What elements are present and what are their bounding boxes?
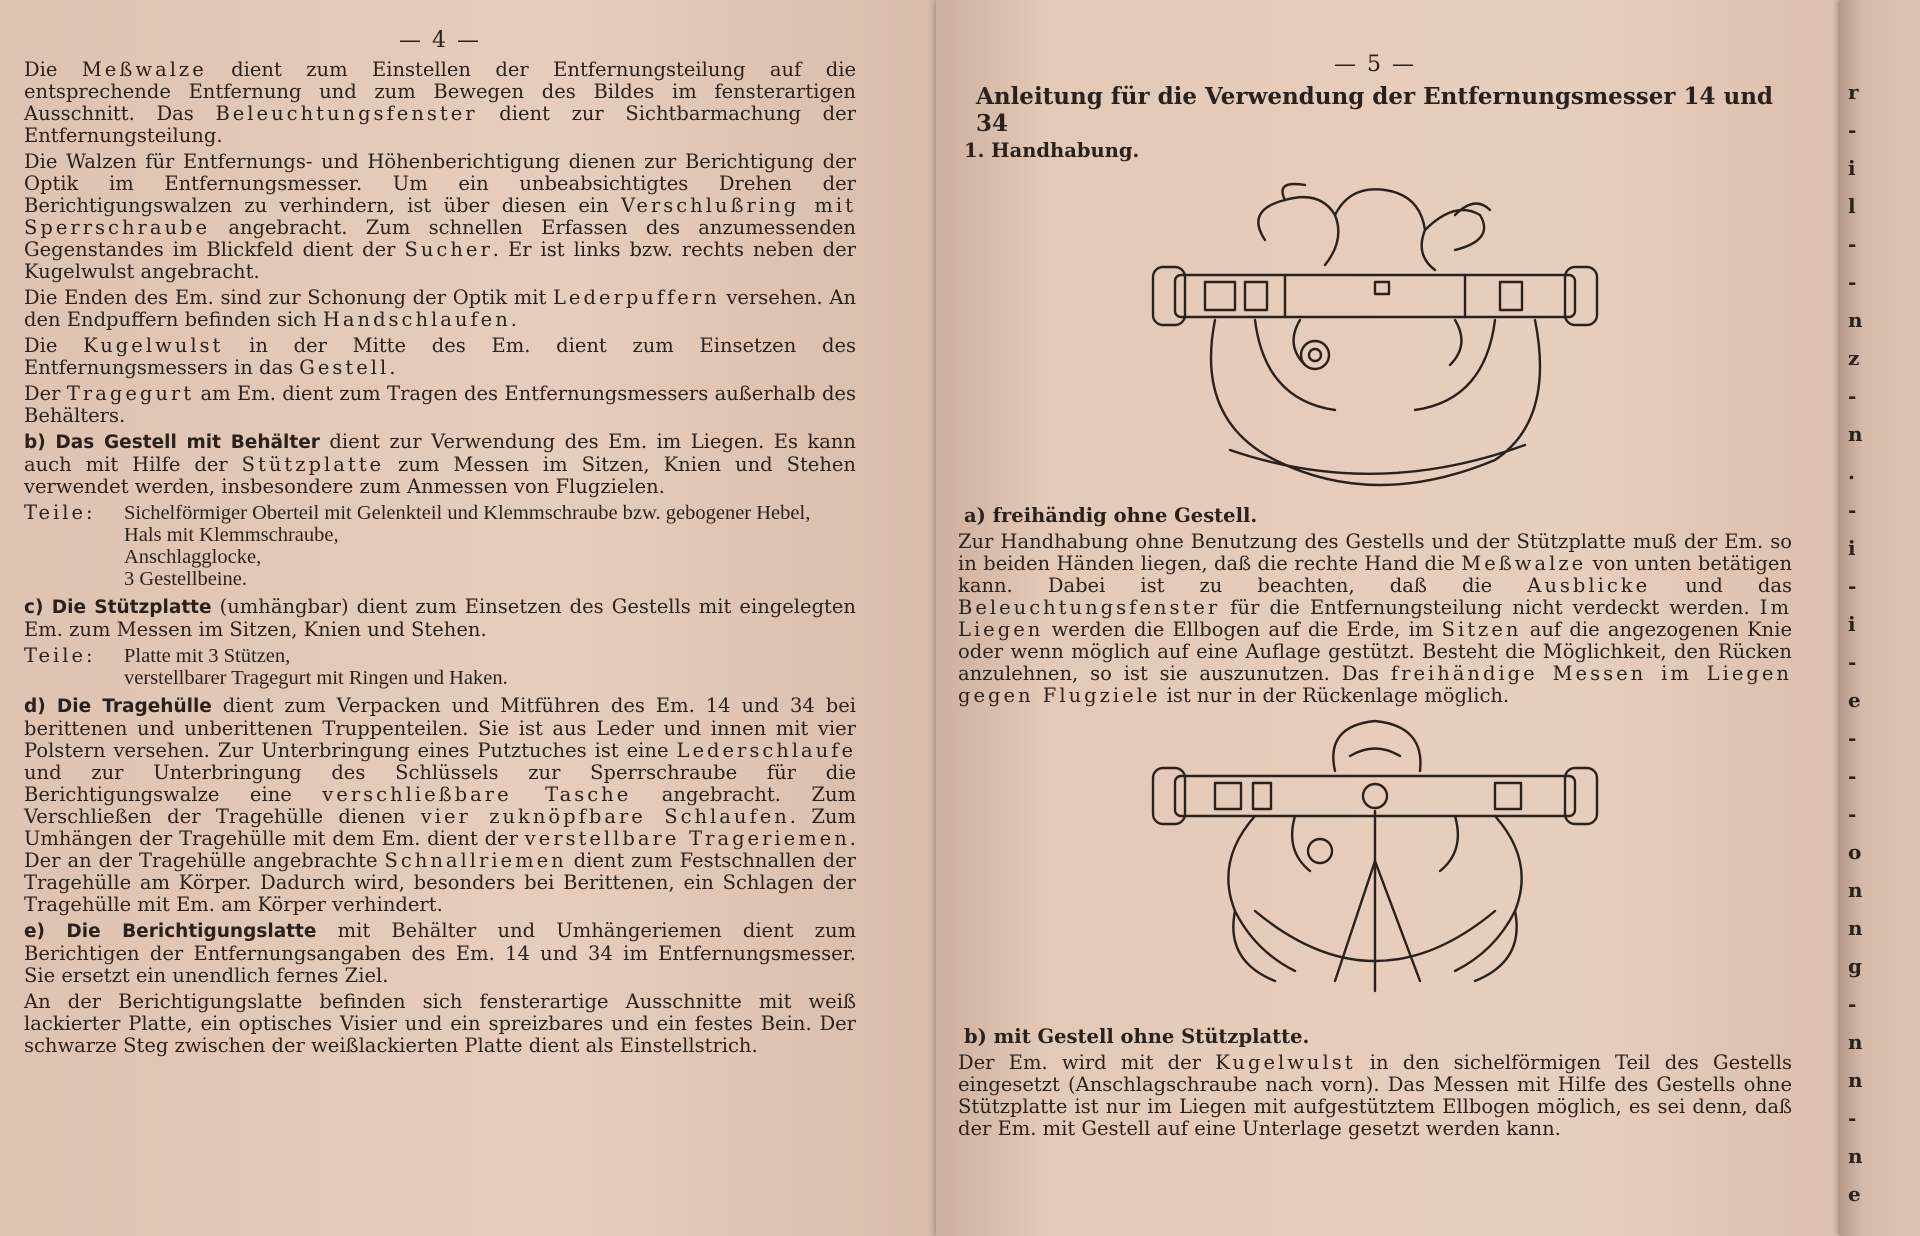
text-run: Zur Handhabung ohne Benutzung des Gestells und der Stützplatte muß der Em. so in beiden Händen liegen, daß die rechte Hand die <box>958 530 1792 575</box>
parts-values <box>124 502 810 590</box>
illustration-with-tripod <box>1135 711 1615 1021</box>
parts-item: 3 Gestellbeine. <box>124 568 247 590</box>
text-run: . Er ist links bzw. rechts neben der Kugelwulst angebracht. <box>24 238 856 283</box>
text-run: An der Berichtigungslatte befinden sich fensterartige Ausschnitte mit weiß lackierter Platte, ein optisches Visier und ein spreizbares und ein festes Bein. Der schwarze Steg zwischen der weißlackierten Platte dient als Einstellstrich. <box>24 990 856 1057</box>
text-run: Der <box>24 382 67 405</box>
bold-lead-text: d) Die Tragehülle <box>24 696 212 717</box>
edge-glyph: l <box>1848 194 1856 218</box>
text-run: versehen. An den Endpuffern befinden sich <box>24 286 856 331</box>
spaced-emphasis-text: verstellbare Trageriemen <box>524 827 850 850</box>
paragraph <box>24 991 856 1057</box>
text-run: Der Em. wird mit der <box>958 1051 1216 1074</box>
parts-list-c <box>24 645 856 689</box>
edge-glyph: z <box>1848 346 1860 370</box>
edge-glyph: n <box>1848 308 1863 332</box>
bold-lead-text: e) Die Berichtigungslatte <box>24 921 317 942</box>
next-page-edge <box>1840 0 1920 1236</box>
text-run: werden die Ellbogen auf die Erde, im <box>1043 618 1442 641</box>
text-run: Die <box>24 58 82 81</box>
edge-glyph: - <box>1848 650 1857 674</box>
spaced-emphasis-text: verschließbare Tasche <box>322 783 632 806</box>
text-run: dient zum Einstellen der Entfernungsteilung auf die entsprechende Entfernung und zum Bewegen des Bildes im fensterartigen Ausschnitt. Das <box>24 58 857 125</box>
bold-lead-text: b) Das Gestell mit Behälter <box>24 432 320 453</box>
spaced-emphasis-text: Handschlaufen <box>322 308 511 331</box>
spaced-emphasis-text: Ausblicke <box>1527 574 1651 597</box>
text-run: dient zum Festschnallen der Tragehülle am Körper. Dadurch wird, besonders bei Berittenen, ein Schlagen der Tragehülle mit Em. am Körper verhindert. <box>24 849 856 916</box>
text-run: auf die angezogenen Knie oder wenn möglich auf eine Auflage gestützt. Besteht die Möglichkeit, den Rücken anzulehnen, so ist sie auszunutzen. Das <box>958 618 1792 685</box>
instruction-paragraph <box>958 1052 1792 1140</box>
edge-glyph: i <box>1848 612 1856 636</box>
right-page <box>936 0 1840 1236</box>
spaced-emphasis-text: Sitzen <box>1441 618 1522 641</box>
edge-glyph: r <box>1848 80 1859 104</box>
parts-label: Teile: <box>24 644 96 667</box>
paragraph <box>24 383 856 427</box>
text-run: dient zur Verwendung des Em. im Liegen. Es kann auch mit Hilfe der <box>24 430 856 476</box>
edge-glyph: - <box>1848 232 1857 256</box>
text-run: mit Behälter und Umhängeriemen dient zum Berichtigen der Entfernungsangaben des Em. 14 und 34 im Entfernungsmesser. Sie ersetzt ein unendlich fernes Ziel. <box>24 919 856 987</box>
edge-glyph: - <box>1848 992 1857 1016</box>
parts-values <box>124 645 508 689</box>
parts-list-b <box>24 502 856 590</box>
body-text <box>24 59 856 498</box>
edge-glyph: i <box>1848 156 1856 180</box>
paragraph <box>24 596 856 641</box>
caption-with-tripod: b) mit Gestell ohne Stützplatte. <box>964 1025 1310 1048</box>
text-run: . Der an der Tragehülle angebrachte <box>24 827 856 872</box>
edge-glyph: o <box>1848 840 1862 864</box>
spaced-emphasis-text: Kugelwulst <box>1215 1051 1356 1074</box>
spaced-emphasis-text: Lederschlaufe <box>676 739 856 762</box>
text-run: dient zum Verpacken und Mitführen des Em. 14 und 34 bei berittenen und unberittenen Truppenteilen. Sie ist aus Leder und innen mit vier Polstern versehen. Zur Unterbringung eines Putztuches ist eine <box>24 694 856 762</box>
text-run: angebracht. Zum schnellen Erfassen des anzumessenden Gegenstandes im Blickfeld dient der <box>24 216 856 261</box>
caption-freehand: a) freihändig ohne Gestell. <box>964 504 1258 527</box>
text-run: für die Entfernungsteilung nicht verdeckt werden. <box>1220 596 1760 619</box>
parts-item: Platte mit 3 Stützen, <box>124 645 291 667</box>
text-run: dient zur Sichtbarmachung der Entfernungsteilung. <box>24 102 856 147</box>
text-run: Die Walzen für Entfernungs- und Höhenberichtigung dienen zur Berichtigung der Optik im Entfernungsmesser. Um ein unbeabsichtigtes Drehen der Berichtigungswalzen zu verhindern, ist über diesen ein <box>24 150 856 217</box>
spaced-emphasis-text: Gestell <box>299 356 390 379</box>
paragraph <box>24 151 856 283</box>
spaced-emphasis-text: Kugelwulst <box>83 334 224 357</box>
body-text <box>24 596 856 641</box>
edge-glyph: n <box>1848 1030 1863 1054</box>
text-run: angebracht. Zum Verschließen der Tragehülle dienen <box>24 783 856 828</box>
spaced-emphasis-text: freihändige Messen im Liegen gegen Flugziele <box>958 662 1792 707</box>
text-run: ist nur in der Rückenlage möglich. <box>1160 684 1510 707</box>
parts-item: verstellbarer Tragegurt mit Ringen und Haken. <box>124 667 508 689</box>
paragraph <box>24 431 856 498</box>
spaced-emphasis-text: Lederpuffern <box>552 286 720 309</box>
edge-glyph: n <box>1848 1144 1863 1168</box>
edge-glyph: g <box>1848 954 1862 978</box>
text-run: zum Messen im Sitzen, Knien und Stehen verwendet werden, insbesondere zum Anmessen von Flugzielen. <box>24 453 856 498</box>
text-run: von unten betätigen kann. Dabei ist zu beachten, daß die <box>958 552 1792 597</box>
text-run: und das <box>1650 574 1792 597</box>
edge-glyph: n <box>1848 1068 1863 1092</box>
section-heading: 1. Handhabung. <box>964 139 1140 162</box>
instruction-paragraph <box>958 531 1792 707</box>
edge-glyph: - <box>1848 384 1857 408</box>
edge-glyph: - <box>1848 574 1857 598</box>
spaced-emphasis-text: Schnallriemen <box>384 849 567 872</box>
text-run: . <box>510 308 517 331</box>
edge-glyph: n <box>1848 422 1863 446</box>
edge-glyph: n <box>1848 916 1863 940</box>
parts-label: Teile: <box>24 501 96 524</box>
text-run: in den sichelförmigen Teil des Gestells eingesetzt (Anschlagschraube nach vorn). Das Messen mit Hilfe des Gestells ohne Stützplatte ist nur im Liegen mit aufgestütztem Ellbogen möglich, es sei denn, daß der Em. mit Gestell auf eine Unterlage gesetzt werden kann. <box>958 1051 1792 1140</box>
page-title: Anleitung für die Verwendung der Entfernungsmesser 14 und 34 <box>976 83 1774 137</box>
spaced-emphasis-text: Verschlußring mit Sperrschraube <box>24 194 856 239</box>
paragraph <box>24 695 856 916</box>
page-number: — 4 — <box>399 28 481 53</box>
edge-glyph: - <box>1848 270 1857 294</box>
spaced-emphasis-text: Meßwalze <box>81 58 207 81</box>
spaced-emphasis-text: Tragegurt <box>66 382 195 405</box>
spaced-emphasis-text: Stützplatte <box>241 453 385 476</box>
spaced-emphasis-text: Beleuchtungsfenster <box>215 102 478 125</box>
parts-item: Hals mit Klemmschraube, <box>124 524 339 546</box>
spaced-emphasis-text: Meßwalze <box>1461 552 1587 575</box>
illustration-freehand <box>1135 170 1615 500</box>
paragraph <box>24 59 856 147</box>
text-run: . <box>389 356 396 379</box>
edge-glyph: e <box>1848 688 1861 712</box>
spaced-emphasis-text: Im Liegen <box>958 596 1792 641</box>
text-run: Die <box>24 334 84 357</box>
text-run: in der Mitte des Em. dient zum Einsetzen des Entfernungsmessers in das <box>24 334 856 379</box>
paragraph <box>24 335 856 379</box>
paragraph <box>24 287 856 331</box>
text-run: (umhängbar) dient zum Einsetzen des Gestells mit eingelegten Em. zum Messen im Sitzen, Knien und Stehen. <box>24 595 856 641</box>
edge-glyph: e <box>1848 1182 1861 1206</box>
edge-glyph: n <box>1848 878 1863 902</box>
left-page <box>0 0 936 1236</box>
edge-glyph: - <box>1848 802 1857 826</box>
text-run: und zur Unterbringung des Schlüssels zur Sperrschraube für die Berichtigungswalze eine <box>24 761 856 806</box>
edge-glyph: - <box>1848 1106 1857 1130</box>
text-run: . Zum Umhängen der Tragehülle mit dem Em. dient der <box>24 805 856 850</box>
text-run: am Em. dient zum Tragen des Entfernungsmessers außerhalb des Behälters. <box>24 382 856 427</box>
edge-glyph: . <box>1848 460 1855 484</box>
paragraph <box>24 920 856 987</box>
edge-glyph: - <box>1848 118 1857 142</box>
edge-glyph: - <box>1848 764 1857 788</box>
bold-lead-text: c) Die Stützplatte <box>24 597 212 618</box>
page-number: — 5 — <box>1334 52 1416 77</box>
spaced-emphasis-text: Sucher <box>404 238 493 261</box>
spaced-emphasis-text: vier zuknöpfbare Schlaufen <box>420 805 790 828</box>
parts-item: Anschlagglocke, <box>124 546 262 568</box>
parts-item: Sichelförmiger Oberteil mit Gelenkteil und Klemmschraube bzw. gebogener Hebel, <box>124 502 811 524</box>
spaced-emphasis-text: Beleuchtungsfenster <box>958 596 1221 619</box>
edge-glyph: i <box>1848 536 1856 560</box>
body-text <box>24 695 856 1057</box>
text-run: Die Enden des Em. sind zur Schonung der Optik mit <box>24 286 553 309</box>
edge-glyph: - <box>1848 498 1857 522</box>
edge-glyph: - <box>1848 726 1857 750</box>
